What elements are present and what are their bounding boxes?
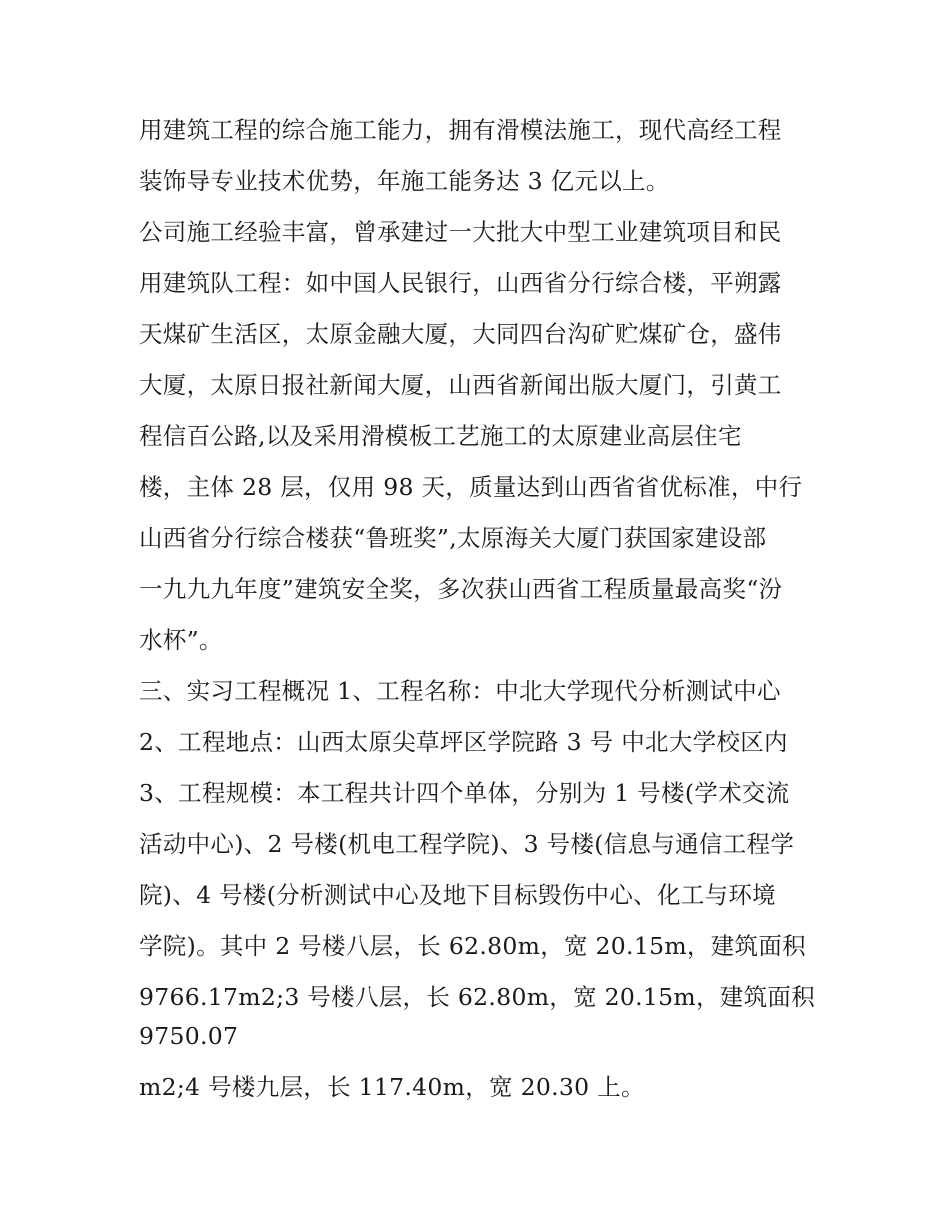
text-line: 楼，主体 28 层，仅用 98 天，质量达到山西省省优标准，中行 <box>139 473 803 501</box>
text-line: 水杯”。 <box>139 626 223 654</box>
text-line: 天煤矿生活区，太原金融大厦，大同四台沟矿贮煤矿仓，盛伟 <box>139 320 782 348</box>
text-line: 山西省分行综合楼获“鲁班奖”,太原海关大厦门获国家建设部 <box>139 524 767 552</box>
text-line: 用建筑工程的综合施工能力，拥有滑模法施工，现代高经工程 <box>139 116 782 144</box>
text-line: 装饰导专业技术优势，年施工能务达 3 亿元以上。 <box>139 167 670 195</box>
text-line: 大厦，太原日报社新闻大厦，山西省新闻出版大厦门，引黄工 <box>139 371 782 399</box>
text-line: 公司施工经验丰富，曾承建过一大批大中型工业建筑项目和民 <box>139 218 782 246</box>
text-line: 9750.07 <box>139 1022 239 1050</box>
text-line: 2、工程地点：山西太原尖草坪区学院路 3 号 中北大学校区内 <box>139 728 788 756</box>
text-line: 活动中心)、2 号楼(机电工程学院)、3 号楼(信息与通信工程学 <box>139 830 795 858</box>
text-line: 院)、4 号楼(分析测试中心及地下目标毁伤中心、化工与环境 <box>139 881 776 909</box>
text-line: 学院)。其中 2 号楼八层，长 62.80m，宽 20.15m，建筑面积 <box>139 932 806 960</box>
text-line: m2;4 号楼九层，长 117.40m，宽 20.30 上。 <box>139 1073 645 1101</box>
text-line: 一九九九年度”建筑安全奖，多次获山西省工程质量最高奖“汾 <box>139 575 783 603</box>
document-body <box>139 110 839 1118</box>
text-line: 9766.17m2;3 号楼八层，长 62.80m，宽 20.15m，建筑面积 <box>139 983 816 1011</box>
text-line: 程信百公路,以及采用滑模板工艺施工的太原建业高层住宅 <box>139 422 742 450</box>
text-line: 3、工程规模：本工程共计四个单体，分别为 1 号楼(学术交流 <box>139 779 790 807</box>
text-line: 用建筑队工程：如中国人民银行，山西省分行综合楼，平朔露 <box>139 269 782 297</box>
text-line: 三、实习工程概况 1、工程名称：中北大学现代分析测试中心 <box>139 677 781 705</box>
